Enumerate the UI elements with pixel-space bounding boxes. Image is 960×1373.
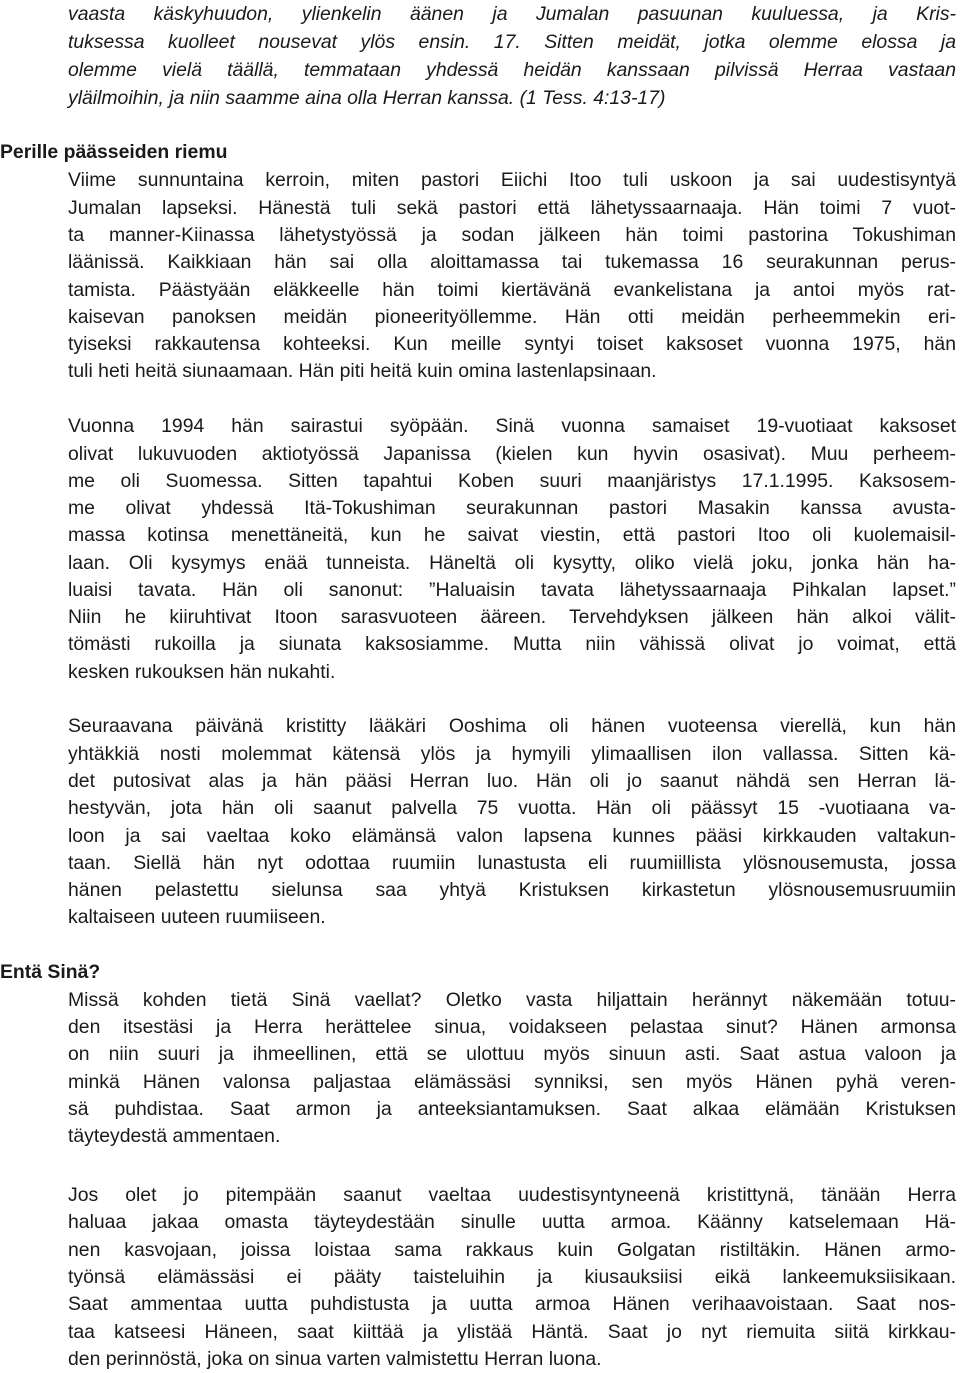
paragraph-line: det putosivat alas ja hän pääsi Herran luo. Hän oli jo saanut nähdä sen Herran lä- <box>68 770 956 792</box>
paragraph-line: Missä kohden tietä Sinä vaellat? Oletko vasta hiljattain herännyt näkemään totuu- <box>68 989 956 1011</box>
paragraph-line: tyiseksi rakkautensa kohteeksi. Kun meille syntyi toiset kaksoset vuonna 1975, hän <box>68 333 956 355</box>
paragraph-line: me olivat yhdessä Itä-Tokushiman seurakunnan pastori Masakin kanssa avusta- <box>68 497 956 519</box>
section-heading: Perille päässeiden riemu <box>0 141 228 163</box>
paragraph-line: kesken rukouksen hän nukahti. <box>68 661 336 683</box>
paragraph-line: minkä Hänen valonsa paljastaa elämässäsi synniksi, sen myös Hänen pyhä veren- <box>68 1071 956 1093</box>
paragraph-line: Niin he kiiruhtivat Itoon sarasvuoteen ääreen. Tervehdyksen jälkeen hän alkoi välit- <box>68 606 956 628</box>
paragraph-line: massa kotinsa menettäneitä, kun he saivat viestin, että pastori Itoo oli kuolemaisil- <box>68 524 956 546</box>
paragraph-line: Seuraavana päivänä kristitty lääkäri Ooshima oli hänen vuoteensa vierellä, kun hän <box>68 715 956 737</box>
paragraph-line: Jumalan lapseksi. Hänestä tuli sekä pastori että lähetyssaarnaaja. Hän toimi 7 vuot- <box>68 197 956 219</box>
paragraph-line: taa katseesi Häneen, saat kiittää ja ylistää Häntä. Saat jo nyt riemuita siitä kirkkau- <box>68 1321 956 1343</box>
paragraph-line: nen kasvojaan, joissa loistaa sama rakkaus kuin Golgatan ristiltäkin. Hänen armo- <box>68 1239 956 1261</box>
paragraph-line: taan. Siellä hän nyt odottaa ruumiin lunastusta eli ruumiillista ylösnousemusta, jossa <box>68 852 956 874</box>
paragraph-line: ta manner-Kiinassa lähetystyössä ja sodan jälkeen hän toimi pastorina Tokushiman <box>68 224 956 246</box>
section-heading: Entä Sinä? <box>0 961 101 983</box>
intro-line: olemme vielä täällä, temmataan yhdessä heidän kanssaan pilvissä Herraa vastaan <box>68 59 956 81</box>
paragraph-line: tuli heti heitä siunaamaan. Hän piti heitä kuin omina lastenlapsinaan. <box>68 360 657 382</box>
paragraph-line: Jos olet jo pitempään saanut vaeltaa uudestisyntyneenä kristittynä, tänään Herra <box>68 1184 956 1206</box>
paragraph-line: tömästi rukoilla ja siunata kaksosiamme. Mutta niin vähissä olivat jo voimat, että <box>68 633 956 655</box>
paragraph-line: den perinnöstä, joka on sinua varten valmistettu Herran luona. <box>68 1348 602 1370</box>
paragraph-line: työnsä elämässäsi ei pääty taisteluihin ja kiusauksiisi eikä lankeemuksiisikaan. <box>68 1266 956 1288</box>
intro-line: tuksessa kuolleet nousevat ylös ensin. 17. Sitten meidät, jotka olemme elossa ja <box>68 31 956 53</box>
paragraph-line: yhtäkkiä nosti molemmat kätensä ylös ja hymyili ylimaallisen ilon vallassa. Sitten kä- <box>68 743 956 765</box>
paragraph-line: kaltaiseen uuteen ruumiiseen. <box>68 906 326 928</box>
paragraph-line: hestyvän, jota hän oli saanut palvella 75 vuotta. Hän oli päässyt 15 -vuotiaana va- <box>68 797 956 819</box>
paragraph-line: tamista. Päästyään eläkkeelle hän toimi kiertävänä evankelistana ja antoi myös rat- <box>68 279 956 301</box>
paragraph-line: laan. Oli kysymys enää tunneista. Häneltä oli kysytty, oliko vielä joku, jonka hän ha- <box>68 552 956 574</box>
intro-line: vaasta käskyhuudon, ylienkelin äänen ja Jumalan pasuunan kuuluessa, ja Kris- <box>68 3 956 25</box>
paragraph-line: olivat lukuvuoden aktiotyössä Japanissa (kielen kun hyvin osasivat). Muu perheem- <box>68 443 956 465</box>
paragraph-line: Viime sunnuntaina kerroin, miten pastori Eiichi Itoo tuli uskoon ja sai uudestisyntyä <box>68 169 956 191</box>
paragraph-line: sä puhdistaa. Saat armon ja anteeksiantamuksen. Saat alkaa elämään Kristuksen <box>68 1098 956 1120</box>
paragraph-line: läänissä. Kaikkiaan hän sai olla aloittamassa tai tukemassa 16 seurakunnan perus- <box>68 251 956 273</box>
intro-line: yläilmoihin, ja niin saamme aina olla Herran kanssa. (1 Tess. 4:13-17) <box>68 87 666 109</box>
paragraph-line: den itsestäsi ja Herra herättelee sinua, voidakseen pelastaa sinut? Hänen armonsa <box>68 1016 956 1038</box>
paragraph-line: Vuonna 1994 hän sairastui syöpään. Sinä vuonna samaiset 19-vuotiaat kaksoset <box>68 415 956 437</box>
paragraph-line: on niin suuri ja ihmeellinen, että se ulottuu myös sinuun asti. Saat astua valoon ja <box>68 1043 956 1065</box>
paragraph-line: me oli Suomessa. Sitten tapahtui Koben suuri maanjäristys 17.1.1995. Kaksosem- <box>68 470 956 492</box>
paragraph-line: loon ja sai vaeltaa koko elämänsä valon lapsena kunnes pääsi kirkkauden valtakun- <box>68 825 956 847</box>
paragraph-line: Saat ammentaa uutta puhdistusta ja uutta armoa Hänen verihaavoistaan. Saat nos- <box>68 1293 956 1315</box>
paragraph-line: kaisevan panoksen meidän pioneerityöllemme. Hän otti meidän perheemmekin eri- <box>68 306 956 328</box>
paragraph-line: hänen pelastettu sielunsa saa yhtyä Kristuksen kirkastetun ylösnousemusruumiin <box>68 879 956 901</box>
paragraph-line: täyteydestä ammentaen. <box>68 1125 281 1147</box>
paragraph-line: luaisi tavata. Hän oli sanonut: ”Haluaisin tavata lähetyssaarnaaja Pihkalan lapset.” <box>68 579 956 601</box>
paragraph-line: haluaa jakaa omasta täyteydestään sinulle uutta armoa. Käänny katselemaan Hä- <box>68 1211 956 1233</box>
